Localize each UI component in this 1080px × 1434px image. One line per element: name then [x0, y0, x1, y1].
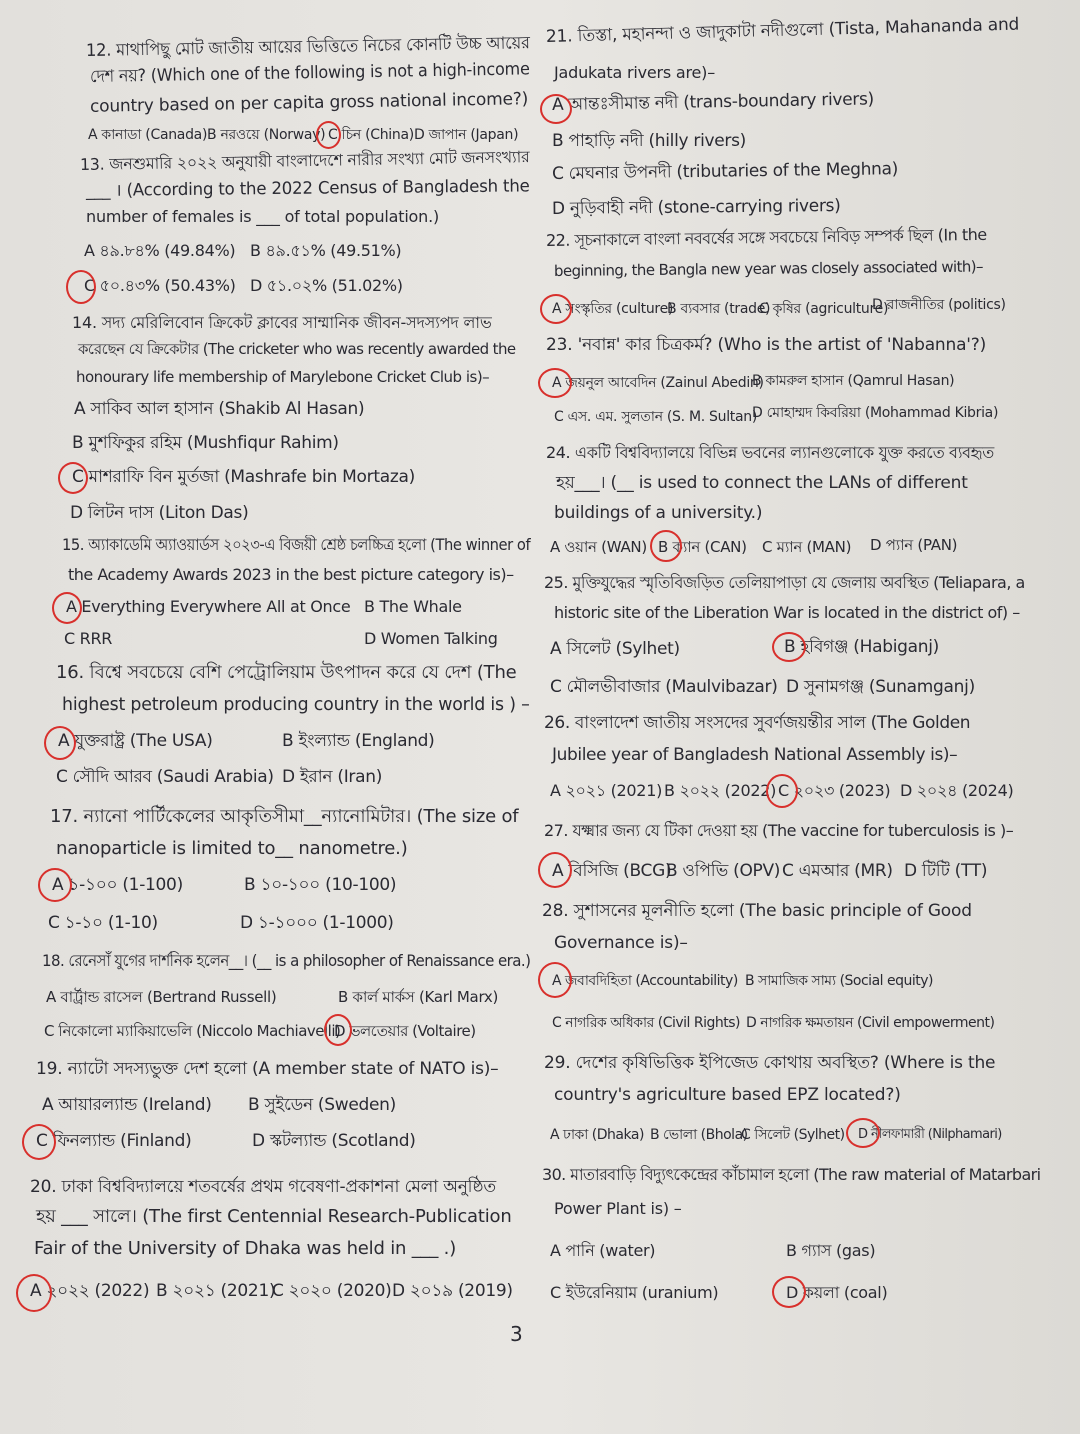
q29-option-a: A ঢাকা (Dhaka) [550, 1127, 644, 1143]
q12-option-c: C চিন (China) [328, 127, 414, 143]
q21-option-a: A আন্তঃসীমান্ত নদী (trans-boundary rivers) [551, 89, 875, 115]
answer-circle-q29 [846, 1118, 880, 1148]
answer-circle-q21 [540, 94, 572, 124]
q24-option-d: D প্যান (PAN) [870, 536, 958, 554]
q30-option-b: B গ্যাস (gas) [786, 1241, 876, 1260]
answer-circle-q20 [16, 1274, 52, 1312]
q20-option-c: C ২০২০ (2020) [272, 1281, 392, 1301]
q25-option-c: C মৌলভীবাজার (Maulvibazar) [550, 677, 778, 697]
question-21-line-2: Jadukata rivers are)– [554, 63, 716, 82]
q29-option-d: D নীলফামারী (Nilphamari) [858, 1127, 1002, 1142]
question-13-line-3: number of females is ___ of total population.) [86, 207, 440, 226]
q23-option-b: B কামরুল হাসান (Qamrul Hasan) [752, 373, 955, 389]
q23-option-c: C এস. এম. সুলতান (S. M. Sultan) [554, 409, 757, 425]
q21-option-b: B পাহাড়ি নদী (hilly rivers) [552, 131, 746, 151]
q14-option-a: A সাকিব আল হাসান (Shakib Al Hasan) [74, 399, 365, 419]
answer-circle-q18 [324, 1014, 352, 1046]
q23-option-d: D মোহাম্মদ কিবরিয়া (Mohammad Kibria) [752, 405, 999, 421]
q18-option-c: C নিকোলো ম্যাকিয়াভেলি (Niccolo Machiavelli) [44, 1022, 341, 1040]
question-15-line-2: the Academy Awards 2023 in the best picture category is)– [68, 565, 514, 584]
q14-option-b: B মুশফিকুর রহিম (Mushfiqur Rahim) [72, 433, 339, 453]
page-number: 3 [510, 1322, 523, 1346]
q19-option-a: A আয়ারল্যান্ড (Ireland) [42, 1095, 212, 1115]
q20-option-d: D ২০১৯ (2019) [392, 1281, 513, 1301]
q18-option-a: A বার্ট্রান্ড রাসেল (Bertrand Russell) [46, 988, 277, 1006]
q19-option-b: B সুইডেন (Sweden) [248, 1095, 396, 1115]
question-12-line-1: 12. মাথাপিছু মোট জাতীয় আয়ের ভিত্তিতে নিচের কোনটি উচ্চ আয়ের [85, 33, 531, 61]
question-21-line-1: 21. তিস্তা, মহানন্দা ও জাদুকাটা নদীগুলো (Tista, Mahananda and [545, 14, 1020, 47]
answer-circle-q12 [316, 121, 341, 149]
q24-option-c: C ম্যান (MAN) [762, 538, 852, 556]
q15-option-a: A Everything Everywhere All at Once [66, 597, 351, 616]
question-14-line-1: 14. সদ্য মেরিলিবোন ক্রিকেট ক্লাবের সাম্মানিক জীবন-সদস্যপদ লাভ [72, 313, 492, 332]
q24-option-a: A ওয়ান (WAN) [550, 538, 647, 556]
answer-circle-q13 [66, 270, 96, 304]
q22-option-b: B ব্যবসার (trade) [667, 301, 771, 317]
q16-option-b: B ইংল্যান্ড (England) [282, 731, 435, 751]
q26-option-c: C ২০২৩ (2023) [778, 781, 891, 800]
answer-circle-q19 [22, 1124, 56, 1160]
q12-option-b: B নরওয়ে (Norway) [207, 127, 326, 143]
q22-option-a: A সংস্কৃতির (culture) [552, 301, 674, 317]
q14-option-d: D লিটন দাস (Liton Das) [70, 503, 249, 523]
q19-option-c: C ফিনল্যান্ড (Finland) [36, 1131, 192, 1151]
question-13-line-1: 13. জনশুমারি ২০২২ অনুযায়ী বাংলাদেশে নারীর সংখ্যা মোট জনসংখ্যার [79, 147, 530, 174]
question-25-line-1: 25. মুক্তিযুদ্ধের স্মৃতিবিজড়িত তেলিয়াপাড়া যে জেলায় অবস্থিত (Teliapara, a [544, 573, 1025, 592]
question-22-line-1: 22. সূচনাকালে বাংলা নববর্ষের সঙ্গে সবচেয়ে নিবিড় সম্পর্ক ছিল (In the [545, 224, 987, 250]
q27-option-c: C এমআর (MR) [782, 861, 893, 881]
question-16-line-2: highest petroleum producing country in the world is ) – [62, 694, 530, 715]
q15-option-d: D Women Talking [364, 629, 498, 648]
question-20-line-3: Fair of the University of Dhaka was held in ___ .) [34, 1238, 457, 1259]
q22-option-c: C কৃষির (agriculture) [759, 301, 889, 317]
q28-option-b: B সামাজিক সাম্য (Social equity) [745, 973, 933, 989]
q15-option-c: C RRR [64, 629, 113, 648]
q14-option-c: C মাশরাফি বিন মুর্তজা (Mashrafe bin Mortaza) [72, 467, 415, 487]
answer-circle-q28 [538, 962, 572, 998]
question-28-line-2: Governance is)– [554, 933, 688, 953]
question-27-line-1: 27. যক্ষ্মার জন্য যে টিকা দেওয়া হয় (The vaccine for tuberculosis is )– [544, 821, 1014, 840]
q25-option-a: A সিলেট (Sylhet) [550, 639, 680, 659]
q12-option-a: A কানাডা (Canada) [88, 127, 208, 143]
q21-option-c: C মেঘনার উপনদী (tributaries of the Meghna) [551, 159, 899, 184]
q27-option-b: B ওপিভি (OPV) [666, 861, 781, 881]
question-29-line-2: country's agriculture based EPZ located?) [554, 1085, 901, 1105]
question-20-line-1: 20. ঢাকা বিশ্ববিদ্যালয়ে শতবর্ষের প্রথম গবেষণা-প্রকাশনা মেলা অনুষ্ঠিত [30, 1177, 496, 1197]
q27-option-a: A বিসিজি (BCG) [552, 861, 672, 881]
question-22-line-2: beginning, the Bangla new year was closely associated with)– [553, 257, 983, 280]
q13-option-b: B ৪৯.৫১% (49.51%) [250, 241, 402, 260]
q26-option-b: B ২০২২ (2022) [664, 781, 777, 800]
answer-circle-q17 [38, 868, 72, 902]
q29-option-c: C সিলেট (Sylhet) [741, 1127, 845, 1143]
q29-option-b: B ভোলা (Bhola) [650, 1127, 748, 1143]
q25-option-d: D সুনামগঞ্জ (Sunamganj) [786, 677, 975, 697]
question-17-line-1: 17. ন্যানো পার্টিকেলের আকৃতিসীমা__ন্যানোমিটার। (The size of [50, 806, 519, 827]
q20-option-b: B ২০২১ (2021) [156, 1281, 276, 1301]
answer-circle-q24 [650, 530, 682, 562]
question-30-line-1: 30. মাতারবাড়ি বিদ্যুৎকেন্দ্রের কাঁচামাল হলো (The raw material of Matarbari [542, 1165, 1041, 1184]
q12-option-d: D জাপান (Japan) [414, 127, 519, 143]
question-13-line-2: ___ । (According to the 2022 Census of Bangladesh the [85, 176, 530, 201]
question-30-line-2: Power Plant is) – [554, 1199, 682, 1218]
q16-option-a: A যুক্তরাষ্ট্র (The USA) [58, 731, 213, 751]
question-14-line-2: করেছেন যে ক্রিকেটার (The cricketer who was recently awarded the [78, 340, 516, 358]
question-17-line-2: nanoparticle is limited to__ nanometre.) [56, 838, 408, 859]
q21-option-d: D নুড়িবাহী নদী (stone-carrying rivers) [551, 195, 841, 219]
q13-option-d: D ৫১.০২% (51.02%) [250, 276, 403, 295]
q26-option-d: D ২০২৪ (2024) [900, 781, 1014, 800]
q13-option-a: A ৪৯.৮৪% (49.84%) [84, 241, 236, 260]
q17-option-c: C ১-১০ (1-10) [48, 913, 158, 933]
q24-option-b: B ক্যান (CAN) [658, 538, 747, 556]
q30-option-c: C ইউরেনিয়াম (uranium) [550, 1283, 719, 1302]
q30-option-a: A পানি (water) [550, 1241, 656, 1260]
q28-option-d: D নাগরিক ক্ষমতায়ন (Civil empowerment) [746, 1015, 995, 1031]
question-19-line-1: 19. ন্যাটো সদস্যভুক্ত দেশ হলো (A member state of NATO is)– [36, 1059, 499, 1079]
question-16-line-1: 16. বিশ্বে সবচেয়ে বেশি পেট্রোলিয়াম উৎপাদন করে যে দেশ (The [56, 662, 517, 683]
q15-option-b: B The Whale [364, 597, 462, 616]
q16-option-c: C সৌদি আরব (Saudi Arabia) [56, 767, 274, 787]
q23-option-a: A জয়নুল আবেদিন (Zainul Abedin) [552, 375, 764, 391]
question-24-line-1: 24. একটি বিশ্ববিদ্যালয়ে বিভিন্ন ভবনের ল্যানগুলোকে যুক্ত করতে ব্যবহৃত [546, 443, 994, 462]
question-18-line-1: 18. রেনেসাঁ যুগের দার্শনিক হলেন__। (__ is a philosopher of Renaissance era.) [42, 951, 531, 970]
question-28-line-1: 28. সুশাসনের মূলনীতি হলো (The basic principle of Good [542, 901, 972, 921]
q28-option-a: A জবাবদিহিতা (Accountability) [552, 973, 738, 989]
answer-circle-q15 [52, 592, 82, 624]
answer-circle-q14 [58, 462, 88, 494]
q17-option-a: A ১-১০০ (1-100) [52, 875, 183, 895]
question-14-line-3: honourary life membership of Marylebone Cricket Club is)– [76, 368, 490, 386]
answer-circle-q16 [44, 726, 76, 760]
answer-circle-q23 [538, 368, 572, 398]
question-29-line-1: 29. দেশের কৃষিভিত্তিক ইপিজেড কোথায় অবস্থিত? (Where is the [544, 1053, 996, 1073]
answer-circle-q30 [772, 1276, 806, 1308]
question-26-line-2: Jubilee year of Bangladesh National Assembly is)– [552, 745, 958, 765]
question-15-line-1: 15. অ্যাকাডেমি অ্যাওয়ার্ডস ২০২৩-এ বিজয়ী শ্রেষ্ঠ চলচ্চিত্র হলো (The winner of [62, 535, 531, 554]
q16-option-d: D ইরান (Iran) [282, 767, 383, 787]
question-26-line-1: 26. বাংলাদেশ জাতীয় সংসদের সুবর্ণজয়ন্তীর সাল (The Golden [544, 713, 971, 733]
q30-option-d: D কয়লা (coal) [786, 1283, 888, 1302]
question-20-line-2: হয় ___ সালে। (The first Centennial Research-Publication [36, 1206, 512, 1227]
question-25-line-2: historic site of the Liberation War is located in the district of) – [554, 603, 1020, 622]
q26-option-a: A ২০২১ (2021) [550, 781, 663, 800]
q17-option-d: D ১-১০০০ (1-1000) [240, 913, 394, 933]
q13-option-c: C ৫০.৪৩% (50.43%) [84, 276, 236, 295]
q19-option-d: D স্কটল্যান্ড (Scotland) [252, 1131, 416, 1151]
q17-option-b: B ১০-১০০ (10-100) [244, 875, 397, 895]
answer-circle-q25 [772, 632, 806, 662]
answer-circle-q27 [538, 852, 572, 888]
question-12-line-2: দেশ নয়? (Which one of the following is not a high-income [89, 59, 530, 87]
q18-option-d: D ভলতেয়ার (Voltaire) [334, 1022, 476, 1040]
question-12-line-3: country based on per capita gross national income?) [89, 89, 529, 117]
answer-circle-q26 [766, 774, 798, 808]
q18-option-b: B কার্ল মার্কস (Karl Marx) [338, 988, 499, 1006]
q22-option-d: D রাজনীতির (politics) [872, 297, 1006, 313]
question-24-line-3: buildings of a university.) [554, 503, 763, 523]
q28-option-c: C নাগরিক অধিকার (Civil Rights) [552, 1015, 741, 1031]
q27-option-d: D টিটি (TT) [904, 861, 988, 881]
q20-option-a: A ২০২২ (2022) [30, 1281, 150, 1301]
question-23-line-1: 23. 'নবান্ন' কার চিত্রকর্ম? (Who is the artist of 'Nabanna'?) [546, 335, 987, 355]
answer-circle-q22 [540, 294, 572, 324]
q25-option-b: B হবিগঞ্জ (Habiganj) [784, 637, 939, 657]
question-24-line-2: হয়___। (__ is used to connect the LANs of different [556, 473, 968, 493]
